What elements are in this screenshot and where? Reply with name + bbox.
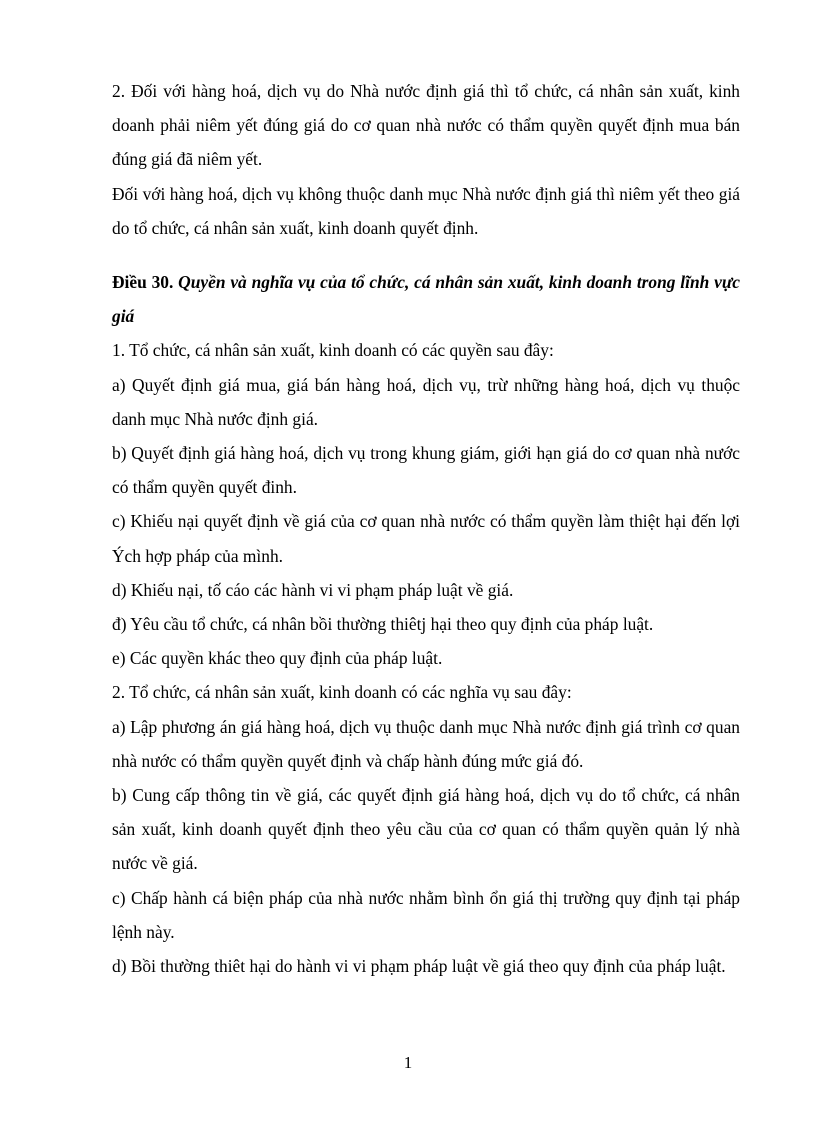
right-item-c: c) Khiếu nại quyết định về giá của cơ quan nhà nước có thẩm quyền làm thiệt hại đến lợi Ých hợp pháp của mình. [112,511,740,566]
intro-paragraph-2: Đối với hàng hoá, dịch vụ không thuộc danh mục Nhà nước định giá thì niêm yết theo giá do tổ chức, cá nhân sản xuất, kinh doanh quyết định. [112,183,740,238]
obligations-intro: 2. Tổ chức, cá nhân sản xuất, kinh doanh có các nghĩa vụ sau đây: [112,682,572,703]
article-title: Quyền và nghĩa vụ của tổ chức, cá nhân sản xuất, kinh doanh trong lĩnh vực giá [112,272,740,327]
document-body [112,74,740,983]
section-spacer [112,245,740,265]
rights-intro: 1. Tổ chức, cá nhân sản xuất, kinh doanh có các quyền sau đây: [112,340,554,361]
right-item-a: a) Quyết định giá mua, giá bán hàng hoá, dịch vụ, trừ những hàng hoá, dịch vụ thuộc danh mục Nhà nước định giá. [112,374,740,429]
right-item-e: e) Các quyền khác theo quy định của pháp luật. [112,648,443,669]
right-item-dd: đ) Yêu cầu tổ chức, cá nhân bồi thường thiêtj hại theo quy định của pháp luật. [112,614,654,635]
obligation-item-b: b) Cung cấp thông tin về giá, các quyết định giá hàng hoá, dịch vụ do tổ chức, cá nhân sản xuất, kinh doanh quyết định theo yêu cầu của cơ quan có thẩm quyền quản lý nhà nước về giá. [112,785,740,874]
article-heading [112,265,740,333]
right-item-d: d) Khiếu nại, tố cáo các hành vi vi phạm pháp luật về giá. [112,579,514,600]
page-number: 1 [403,1053,413,1072]
obligation-item-d: d) Bồi thường thiêt hại do hành vi vi phạm pháp luật về giá theo quy định của pháp luật. [112,956,726,977]
obligation-item-a: a) Lập phương án giá hàng hoá, dịch vụ thuộc danh mục Nhà nước định giá trình cơ quan nhà nước có thẩm quyền quyết định và chấp hành đúng mức giá đó. [112,716,740,771]
right-item-b: b) Quyết định giá hàng hoá, dịch vụ trong khung giám, giới hạn giá do cơ quan nhà nước có thẩm quyền quyết đinh. [112,443,740,498]
obligation-item-c: c) Chấp hành cá biện pháp của nhà nước nhằm bình ổn giá thị trường quy định tại pháp lệnh này. [112,887,740,942]
intro-paragraph-1: 2. Đối với hàng hoá, dịch vụ do Nhà nước định giá thì tổ chức, cá nhân sản xuất, kinh doanh phải niêm yết đúng giá do cơ quan nhà nước có thẩm quyền quyết định mua bán đúng giá đã niêm yết. [112,81,740,170]
article-number: Điều 30. [112,272,174,293]
